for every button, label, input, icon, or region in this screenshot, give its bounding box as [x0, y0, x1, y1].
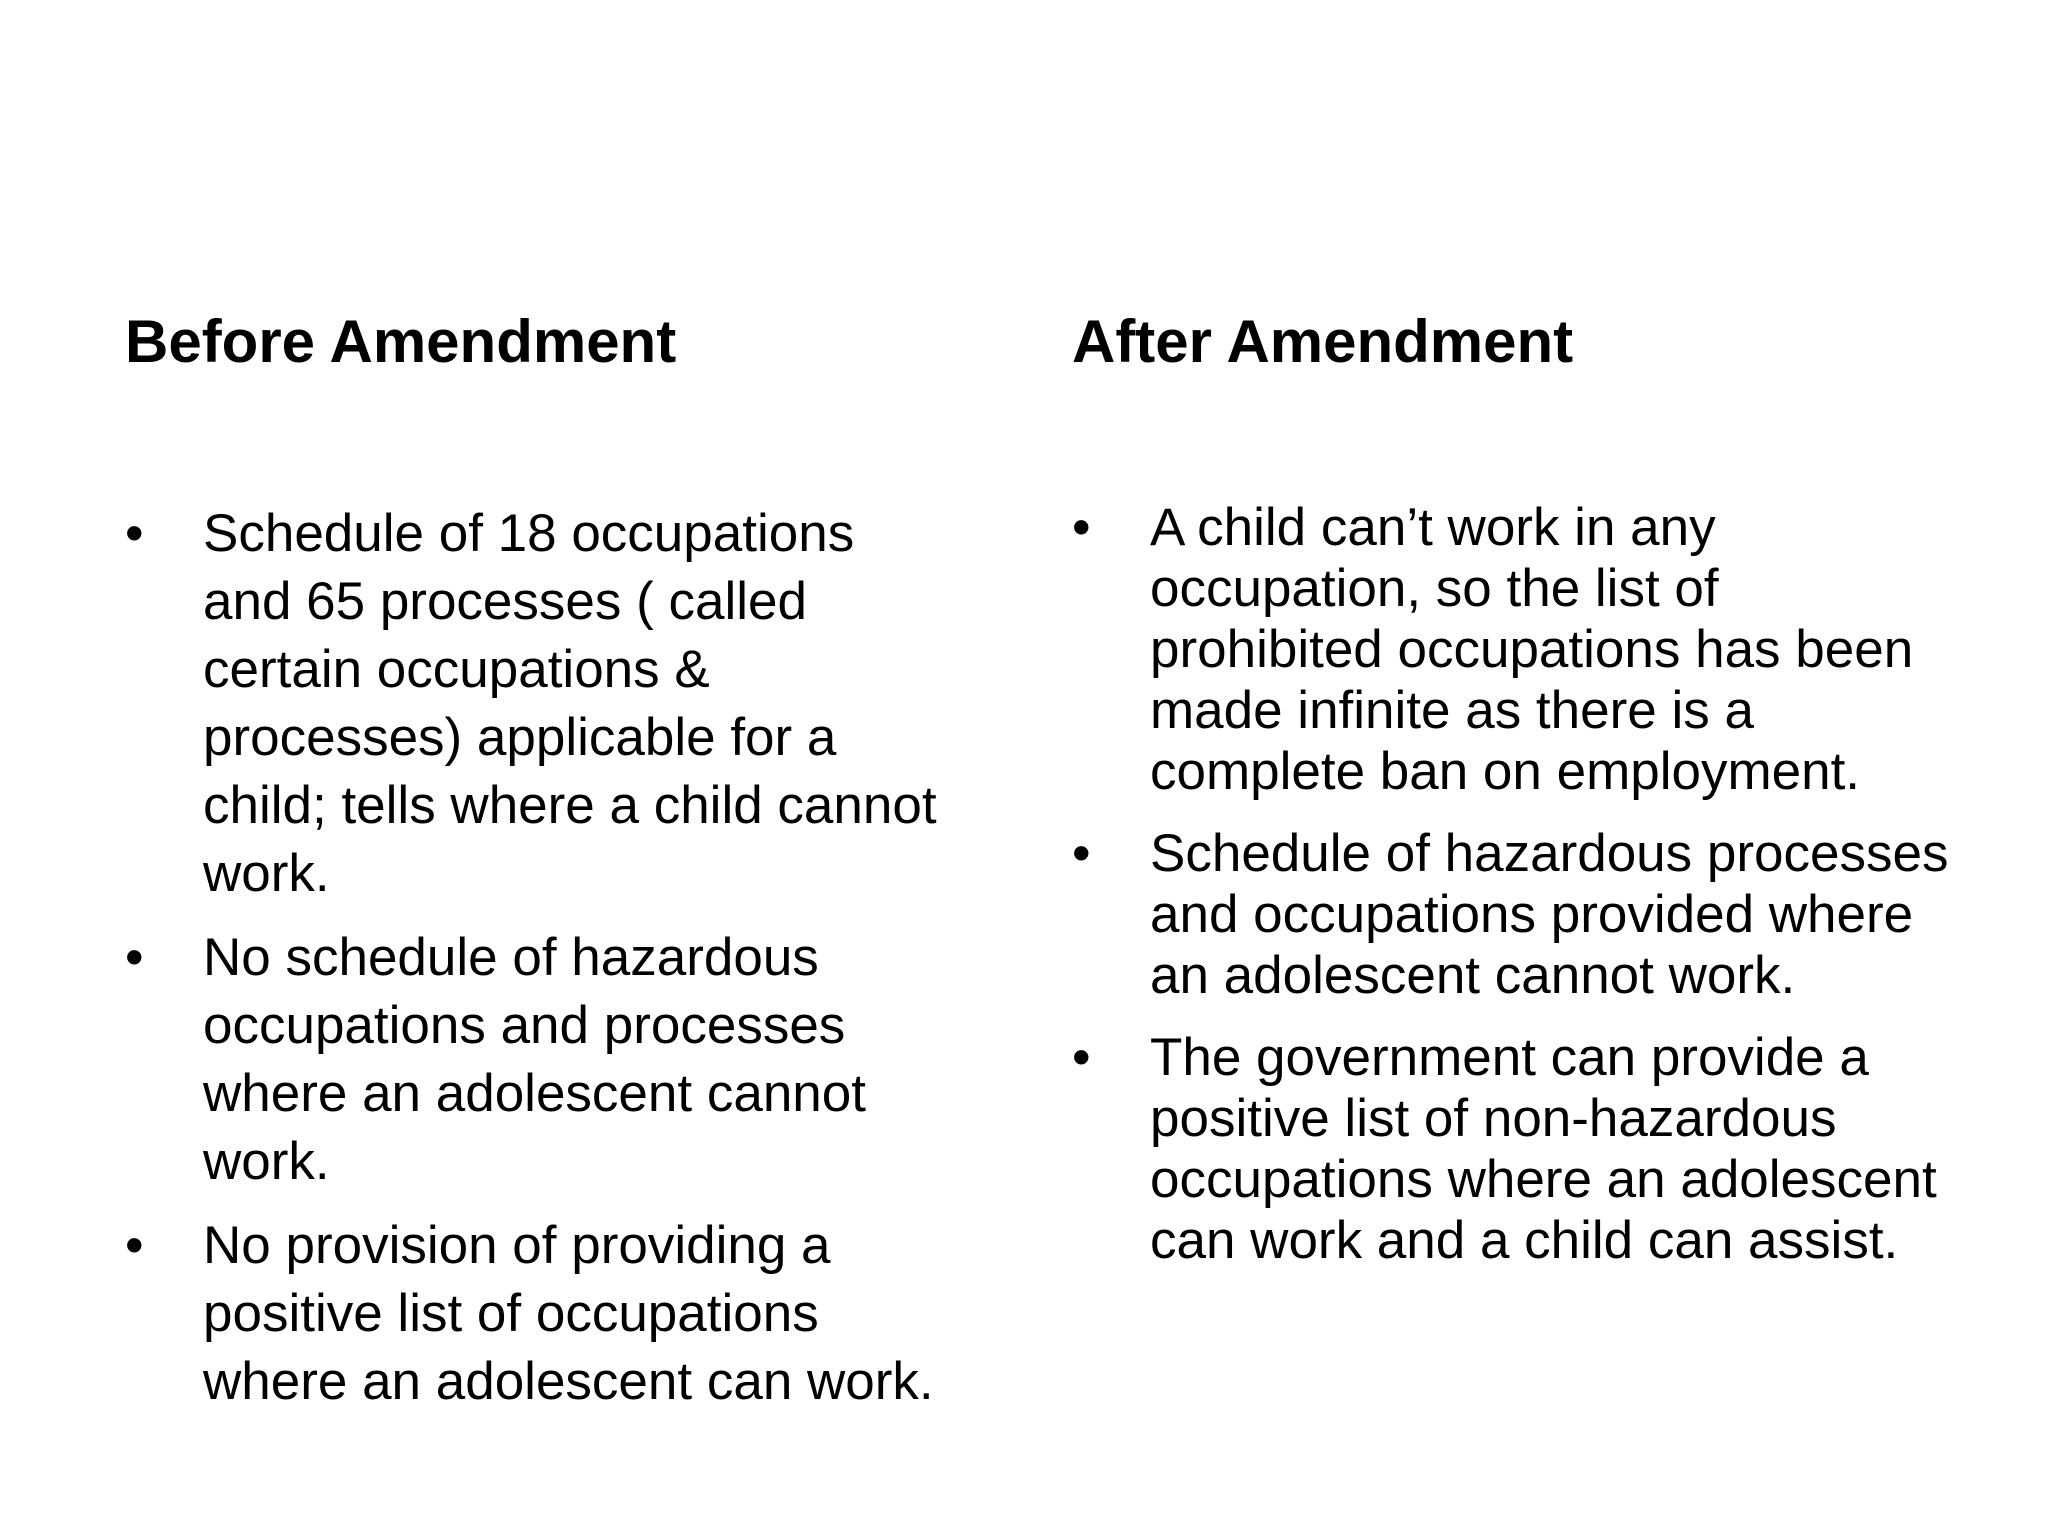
- after-bullet-1: [1072, 497, 1952, 802]
- after-bullet-1-text: A child can’t work in any occupation, so the list of prohibited occupations has been made infinite as there is a complete ban on employment.: [1150, 498, 1914, 801]
- before-bullet-1: [125, 500, 955, 908]
- after-amendment-heading: After Amendment: [1072, 308, 1574, 375]
- before-bullet-2-text: No schedule of hazardous occupations and processes where an adolescent cannot work.: [203, 928, 866, 1191]
- before-bullet-2: [125, 924, 955, 1196]
- before-bullet-3-text: No provision of providing a positive list of occupations where an adolescent can work.: [203, 1216, 934, 1411]
- bullet-icon: •: [125, 504, 144, 563]
- after-amendment-list: [1072, 497, 1952, 1292]
- after-bullet-3-text: The government can provide a positive list of non-hazardous occupations where an adolescent can work and a child can assist.: [1150, 1028, 1937, 1270]
- after-bullet-2-text: Schedule of hazardous processes and occupations provided where an adolescent cannot work.: [1150, 824, 1949, 1005]
- before-amendment-heading: Before Amendment: [125, 308, 677, 375]
- bullet-icon: •: [1072, 498, 1091, 557]
- before-bullet-1-text: Schedule of 18 occupations and 65 processes ( called certain occupations & processes) applicable for a child; tells where a child cannot work.: [203, 504, 937, 903]
- bullet-icon: •: [1072, 1028, 1091, 1087]
- after-bullet-2: [1072, 823, 1952, 1006]
- bullet-icon: •: [125, 1216, 144, 1275]
- bullet-icon: •: [125, 928, 144, 987]
- before-amendment-list: [125, 500, 955, 1432]
- before-bullet-3: [125, 1212, 955, 1416]
- after-bullet-3: [1072, 1027, 1952, 1271]
- bullet-icon: •: [1072, 824, 1091, 883]
